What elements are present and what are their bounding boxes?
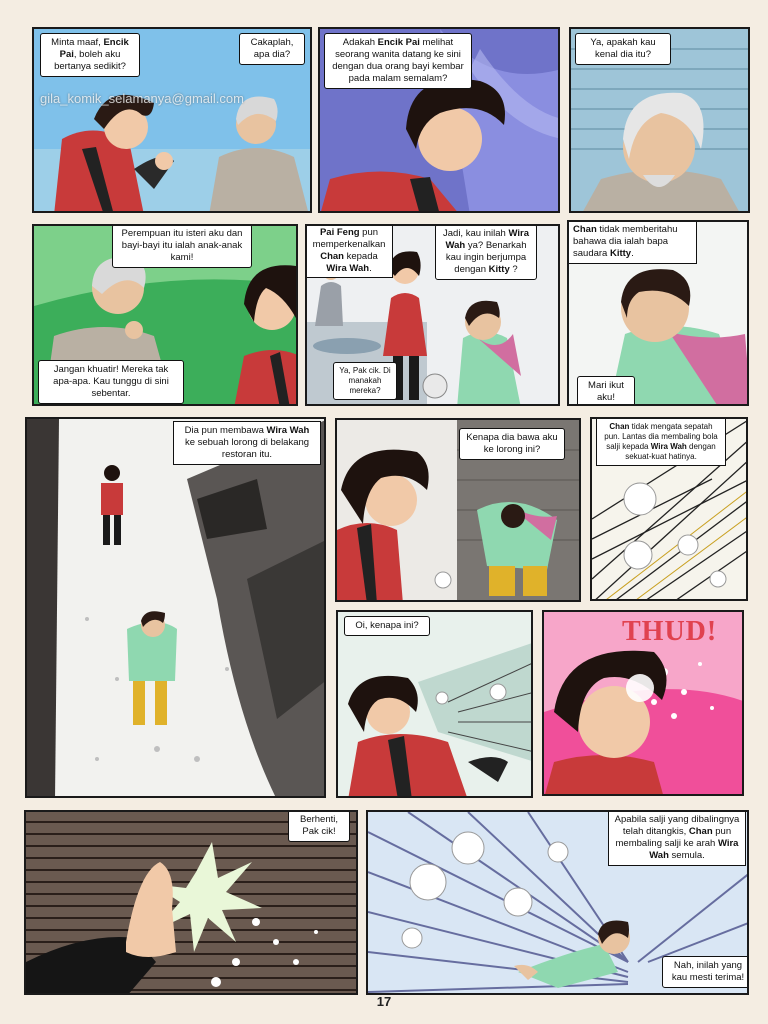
caption-throw — [596, 418, 726, 466]
panel-10 — [336, 610, 533, 798]
sound-effect-thud: THUD! — [622, 616, 718, 647]
panel-11 — [542, 610, 744, 796]
page-number: 17 — [376, 994, 392, 1009]
panel-10-art — [338, 612, 533, 798]
panel-4 — [32, 224, 298, 406]
speech-bubble-know-her: Ya, apakah kau kenal dia itu? — [575, 33, 671, 65]
panel-6 — [567, 220, 749, 406]
name-kitty: Kitty — [609, 247, 632, 259]
watermark: gila_komik_selamanya@gmail.com — [40, 91, 244, 106]
speech-bubble-stop: Berhenti, Pak cik! — [288, 810, 350, 842]
panel-8 — [335, 418, 581, 602]
text: Adakah — [342, 37, 378, 48]
text: melihat seorang wanita datang ke sini dengan dua orang bayi kembar pada malam semalam? — [332, 37, 464, 84]
panel-3 — [569, 27, 750, 213]
panel-12 — [24, 810, 358, 995]
name-wira-wah: Wira Wah — [649, 837, 739, 861]
name-wira-wah: Wira Wah — [266, 425, 310, 436]
speech-bubble-question — [324, 33, 472, 89]
text: . — [369, 262, 372, 274]
speech-bubble-what-is-this: Oi, kenapa ini? — [344, 616, 430, 636]
text: ya? Benarkah kau ingin berjumpa dengan — [445, 239, 527, 275]
text: pun membaling salji ke arah — [615, 825, 732, 849]
speech-bubble-where-are-they: Ya, Pak cik. Di manakah mereka? — [333, 362, 397, 400]
text: , boleh aku bertanya sedikit? — [54, 48, 126, 72]
panel-1 — [32, 27, 312, 213]
name-wira-wah: Wira Wah — [445, 228, 529, 251]
speech-bubble-reply: Cakaplah, apa dia? — [239, 33, 305, 65]
caption-to-alley — [173, 421, 321, 465]
name-wira-wah: Wira Wah — [326, 262, 370, 274]
speech-bubble-wife: Perempuan itu isteri aku dan bayi-bayi itu ialah anak-anak kami! — [112, 224, 252, 268]
speech-bubble-apology — [40, 33, 140, 77]
panel-9 — [590, 417, 748, 601]
name-encik-pai: Encik Pai — [377, 37, 420, 48]
name-chan: Chan — [609, 422, 630, 431]
panel-13 — [366, 810, 749, 995]
text: ke sebuah lorong di belakang restoran itu. — [184, 436, 310, 460]
name-kitty: Kitty — [488, 263, 510, 275]
text: pun memperkenalkan — [312, 227, 386, 250]
name-wira-wah: Wira Wah — [650, 442, 687, 451]
caption-chan-secret — [567, 220, 697, 264]
name-encik-pai: Encik Pai — [59, 37, 129, 60]
text: semula. — [668, 849, 705, 861]
text: Apabila salji yang dibalingnya telah ditangkis, — [614, 814, 740, 837]
caption-introduction — [305, 224, 393, 278]
panel-7 — [25, 417, 326, 798]
text: . — [631, 247, 634, 259]
panel-7-art — [27, 419, 326, 798]
panel-5 — [305, 224, 560, 406]
name-chan: Chan — [573, 224, 597, 235]
text: Jadi, kau inilah — [443, 228, 509, 239]
speech-bubble-why-alley: Kenapa dia bawa aku ke lorong ini? — [459, 428, 565, 460]
speech-bubble-dont-worry: Jangan khuatir! Mereka tak apa-apa. Kau tunggu di sini sebentar. — [38, 360, 184, 404]
text: tidak mengata sepatah pun. Lantas dia membaling bola salji kepada — [604, 422, 718, 451]
speech-bubble-so-you-are — [435, 224, 537, 280]
name-chan: Chan — [688, 825, 713, 837]
text: dengan sekuat-kuat hatinya. — [625, 442, 716, 461]
name-pai-feng: Pai Feng — [319, 227, 360, 238]
panel-2 — [318, 27, 560, 213]
name-chan: Chan — [320, 250, 344, 262]
caption-throw-back — [608, 810, 746, 866]
speech-bubble-take-this: Nah, inilah yang kau mesti terima! — [662, 956, 749, 988]
speech-bubble-follow-me: Mari ikut aku! — [577, 376, 635, 406]
text: Minta maaf, — [51, 37, 104, 48]
text: tidak memberitahu bahawa dia ialah bapa saudara — [573, 224, 678, 259]
text: Dia pun membawa — [184, 425, 267, 436]
text: kepada — [343, 250, 378, 262]
text: ? — [509, 263, 518, 275]
